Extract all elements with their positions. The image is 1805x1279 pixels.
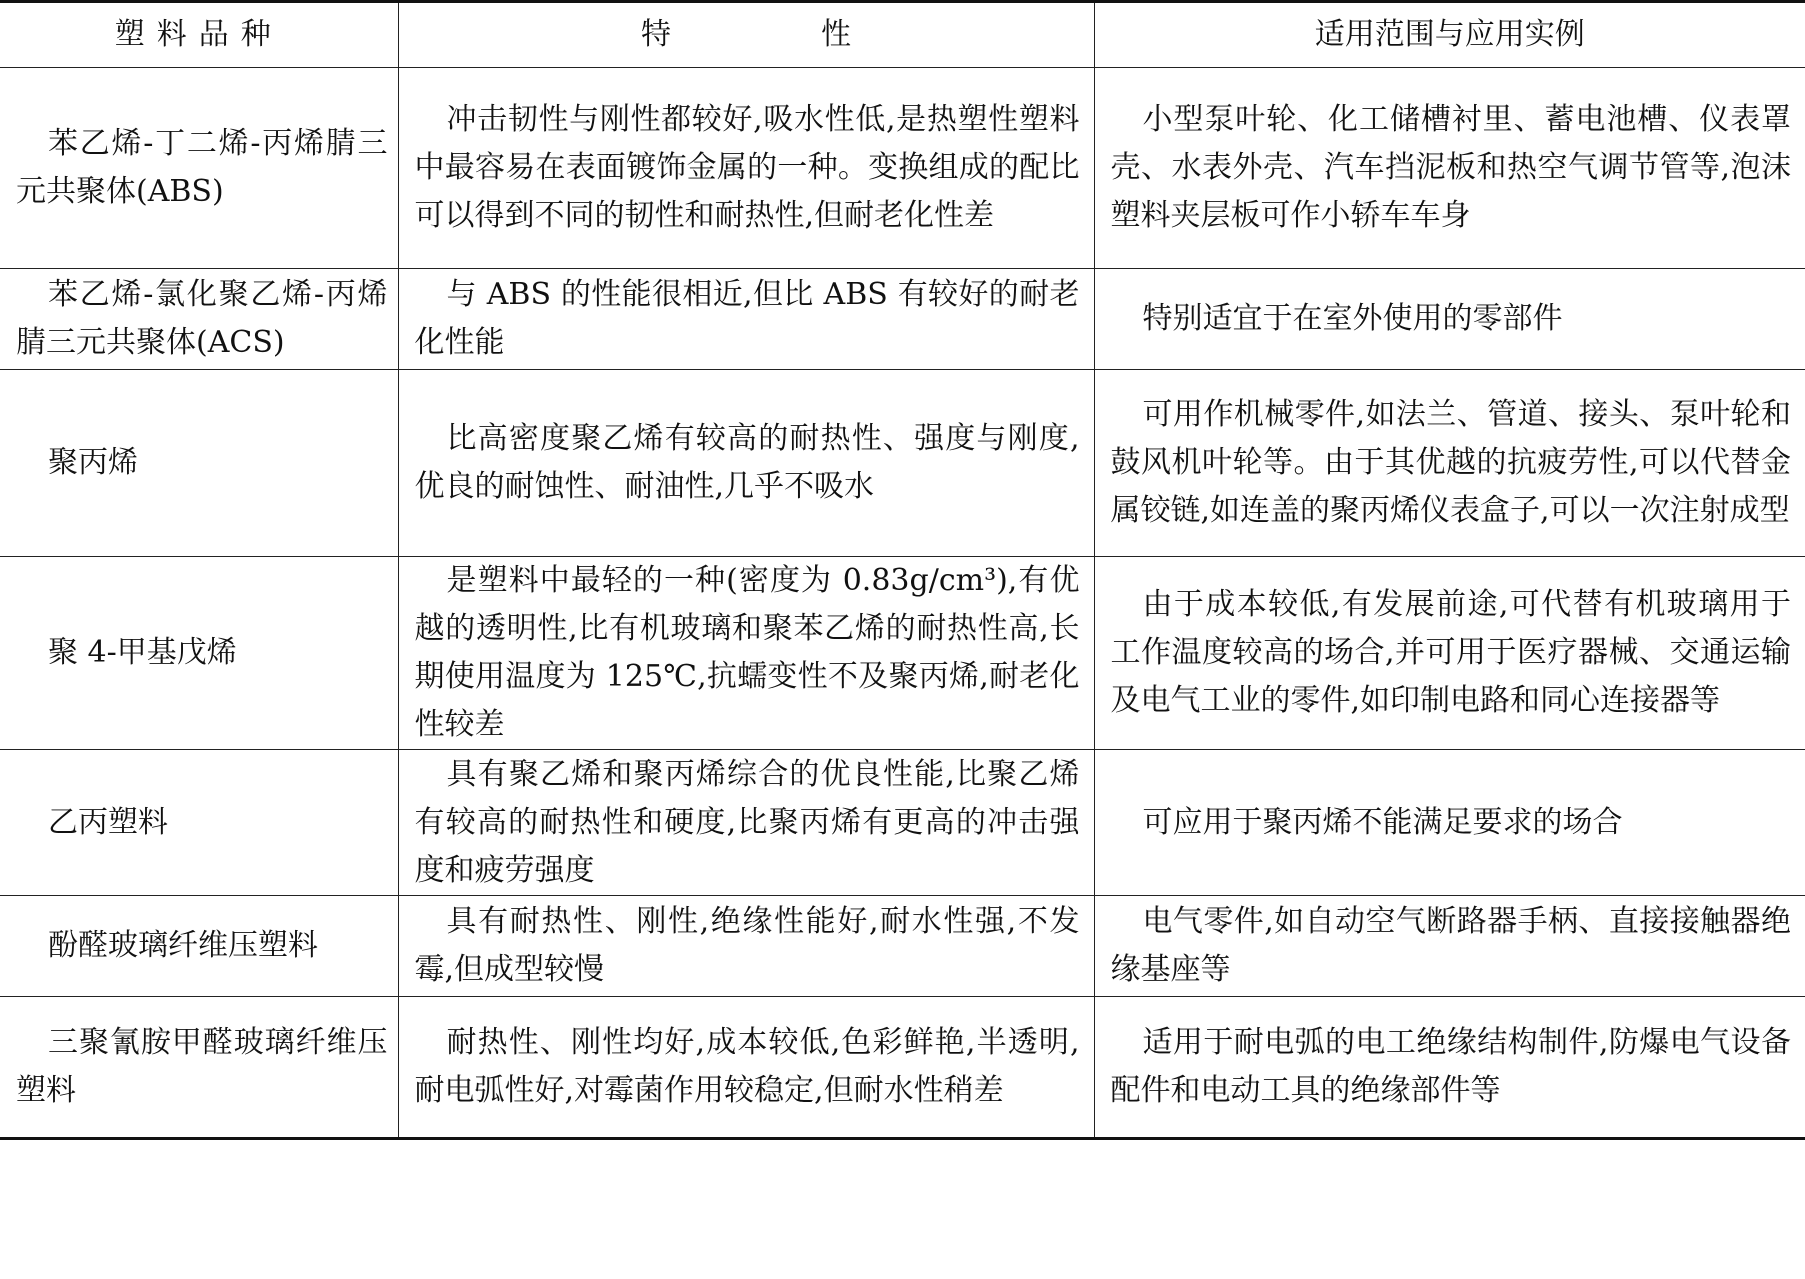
plastic-name-cell: 苯乙烯-氯化聚乙烯-丙烯腈三元共聚体(ACS) <box>0 269 398 370</box>
header-plastic-type: 塑料品种 <box>0 2 398 68</box>
table-body <box>0 68 1805 1139</box>
applications-cell: 适用于耐电弧的电工绝缘结构制件,防爆电气设备配件和电动工具的绝缘部件等 <box>1094 997 1805 1139</box>
table-row <box>0 750 1805 896</box>
applications-cell: 可应用于聚丙烯不能满足要求的场合 <box>1094 750 1805 896</box>
header-applications: 适用范围与应用实例 <box>1094 2 1805 68</box>
plastic-name-cell: 乙丙塑料 <box>0 750 398 896</box>
properties-cell: 耐热性、刚性均好,成本较低,色彩鲜艳,半透明,耐电弧性好,对霉菌作用较稳定,但耐水性稍差 <box>398 997 1094 1139</box>
plastic-name-cell: 聚丙烯 <box>0 370 398 557</box>
applications-cell: 可用作机械零件,如法兰、管道、接头、泵叶轮和鼓风机叶轮等。由于其优越的抗疲劳性,可以代替金属铰链,如连盖的聚丙烯仪表盒子,可以一次注射成型 <box>1094 370 1805 557</box>
table-row <box>0 557 1805 750</box>
properties-cell: 与 ABS 的性能很相近,但比 ABS 有较好的耐老化性能 <box>398 269 1094 370</box>
header-properties <box>398 2 1094 68</box>
applications-cell: 小型泵叶轮、化工储槽衬里、蓄电池槽、仪表罩壳、水表外壳、汽车挡泥板和热空气调节管等,泡沫塑料夹层板可作小轿车车身 <box>1094 68 1805 269</box>
applications-cell: 特别适宜于在室外使用的零部件 <box>1094 269 1805 370</box>
applications-cell: 电气零件,如自动空气断路器手柄、直接接触器绝缘基座等 <box>1094 896 1805 997</box>
table-row <box>0 269 1805 370</box>
table-row <box>0 68 1805 269</box>
properties-cell: 比高密度聚乙烯有较高的耐热性、强度与刚度,优良的耐蚀性、耐油性,几乎不吸水 <box>398 370 1094 557</box>
header-properties-left: 特 <box>641 17 671 52</box>
table-row <box>0 997 1805 1139</box>
plastic-name-cell: 苯乙烯-丁二烯-丙烯腈三元共聚体(ABS) <box>0 68 398 269</box>
plastic-name-cell: 酚醛玻璃纤维压塑料 <box>0 896 398 997</box>
header-properties-right: 性 <box>821 17 851 52</box>
header-row <box>0 2 1805 68</box>
plastic-name-cell: 三聚氰胺甲醛玻璃纤维压塑料 <box>0 997 398 1139</box>
table-header <box>0 2 1805 68</box>
applications-cell: 由于成本较低,有发展前途,可代替有机玻璃用于工作温度较高的场合,并可用于医疗器械、交通运输及电气工业的零件,如印制电路和同心连接器等 <box>1094 557 1805 750</box>
properties-cell: 冲击韧性与刚性都较好,吸水性低,是热塑性塑料中最容易在表面镀饰金属的一种。变换组成的配比可以得到不同的韧性和耐热性,但耐老化性差 <box>398 68 1094 269</box>
properties-cell: 具有耐热性、刚性,绝缘性能好,耐水性强,不发霉,但成型较慢 <box>398 896 1094 997</box>
properties-cell: 是塑料中最轻的一种(密度为 0.83g/cm³),有优越的透明性,比有机玻璃和聚苯乙烯的耐热性高,长期使用温度为 125℃,抗蠕变性不及聚丙烯,耐老化性较差 <box>398 557 1094 750</box>
table-row <box>0 896 1805 997</box>
plastic-name-cell: 聚 4-甲基戊烯 <box>0 557 398 750</box>
table-row <box>0 370 1805 557</box>
properties-cell: 具有聚乙烯和聚丙烯综合的优良性能,比聚乙烯有较高的耐热性和硬度,比聚丙烯有更高的冲击强度和疲劳强度 <box>398 750 1094 896</box>
